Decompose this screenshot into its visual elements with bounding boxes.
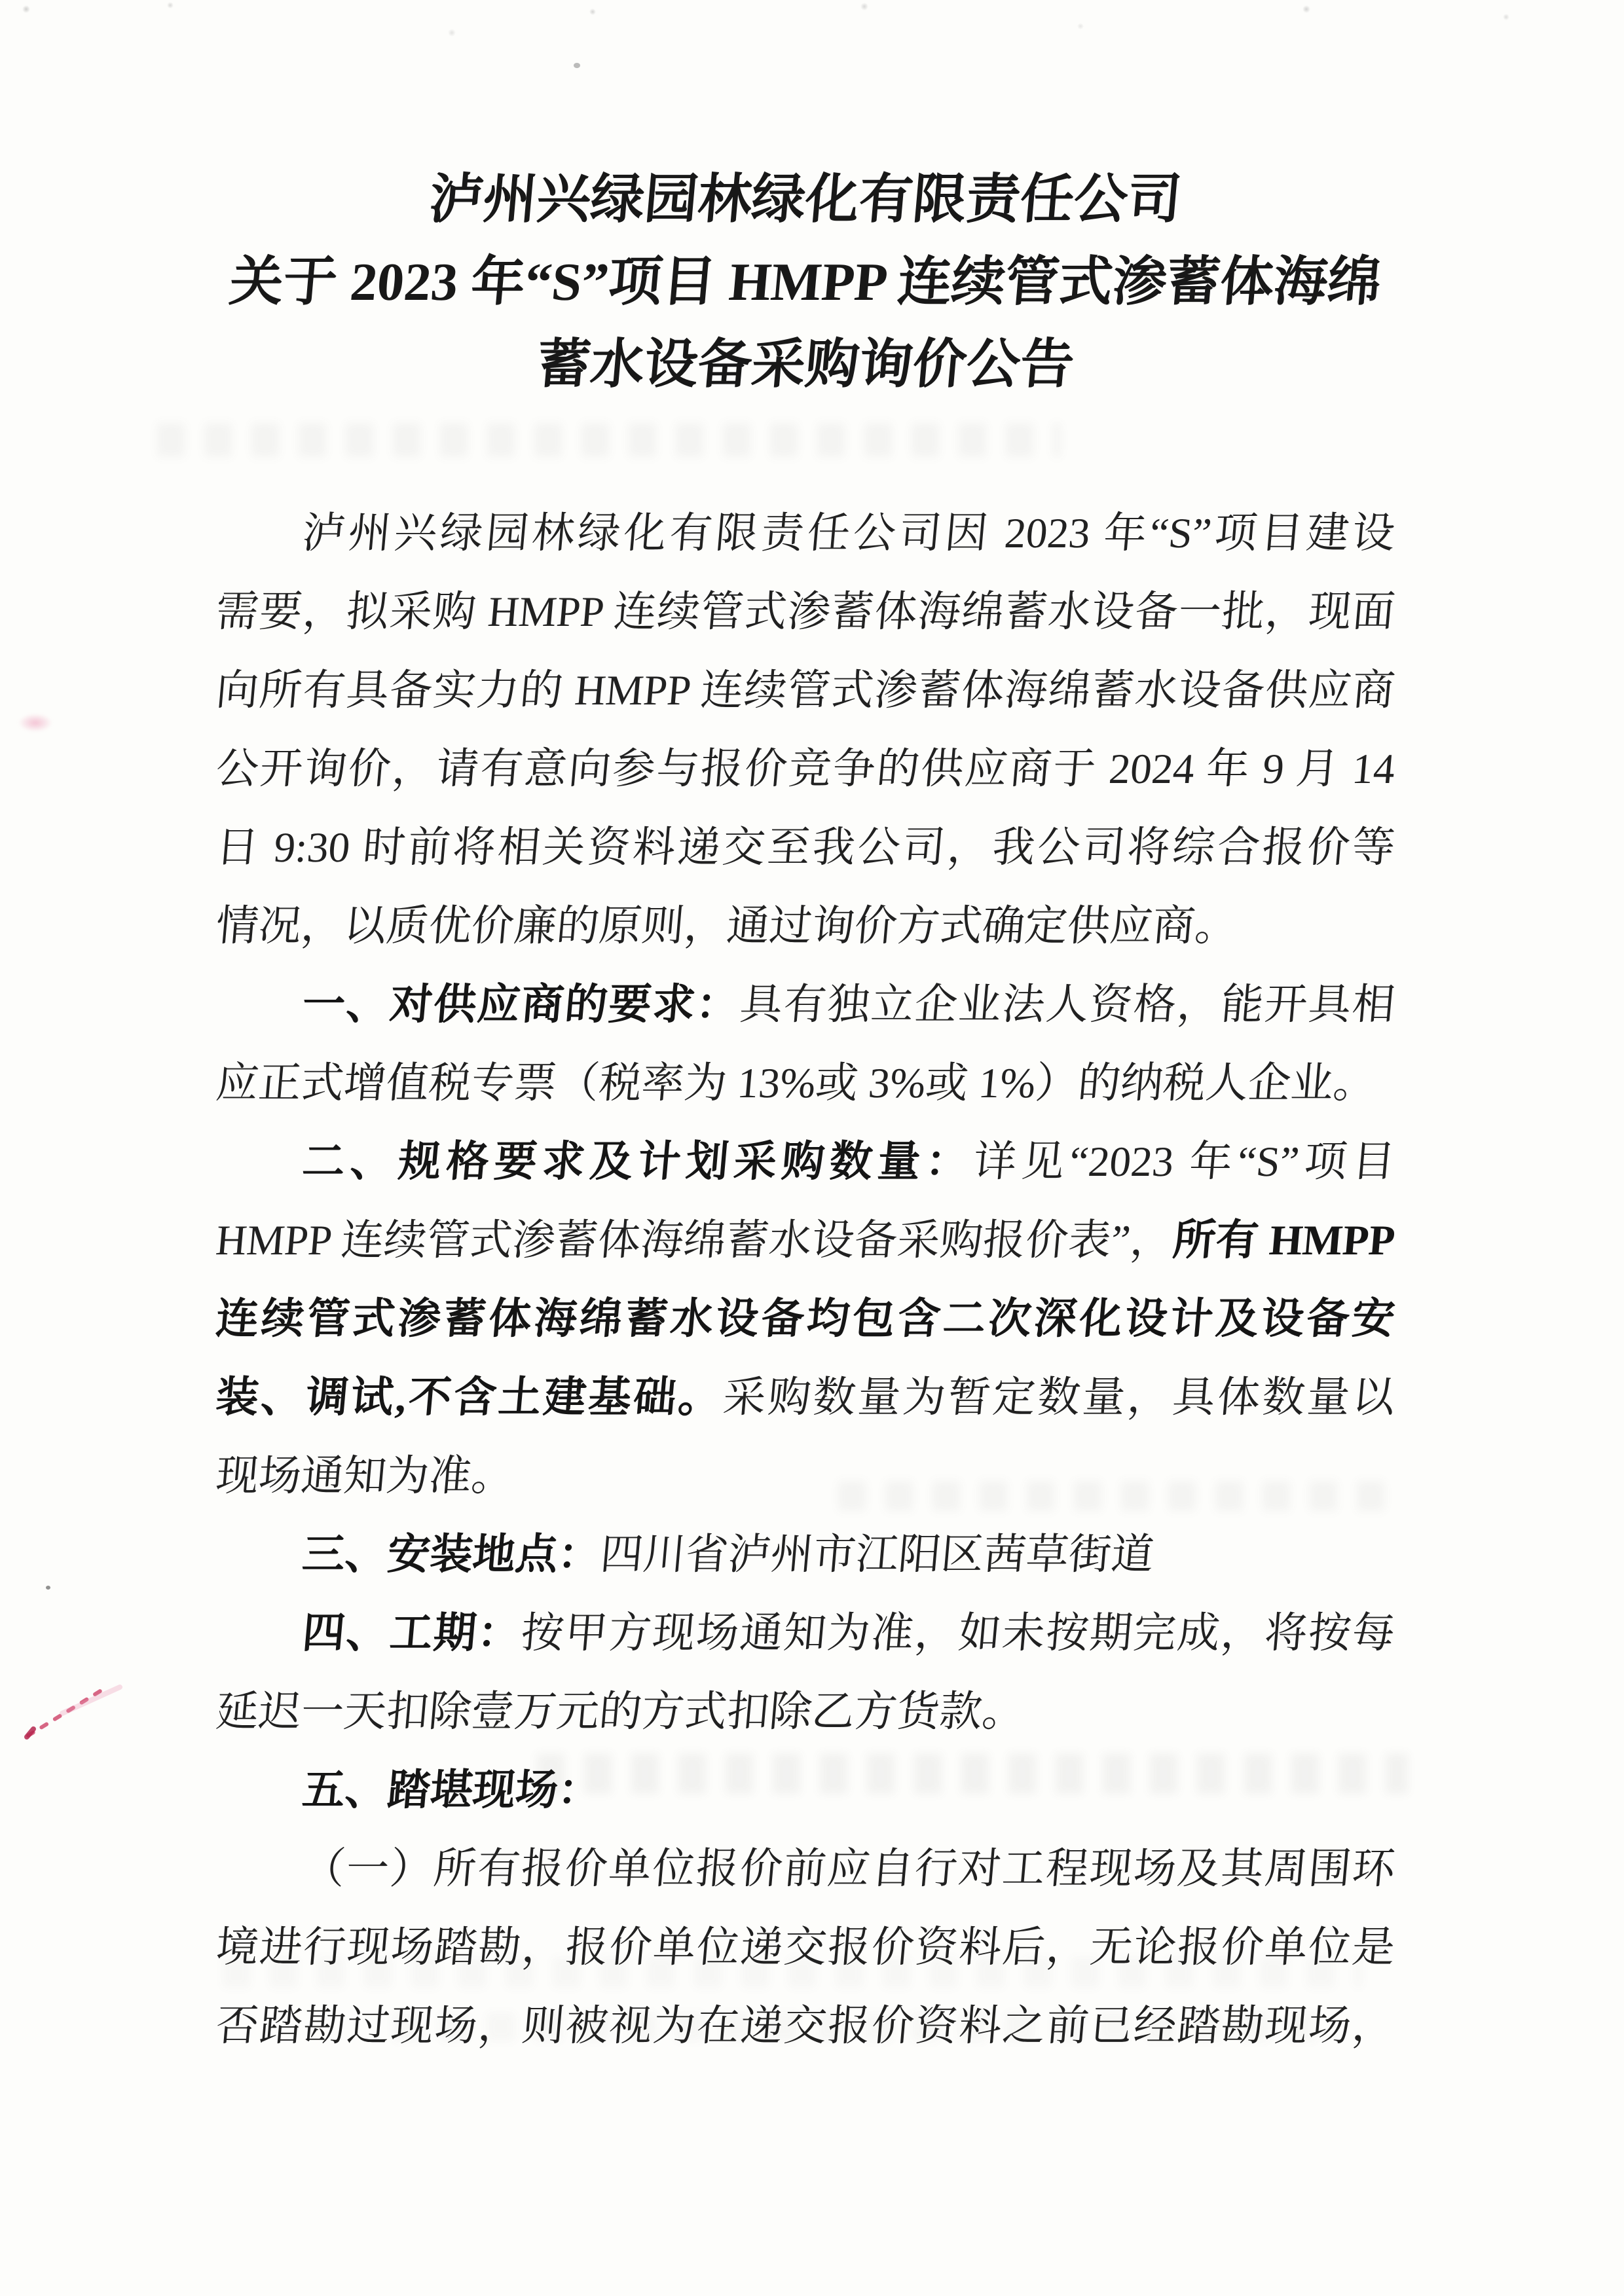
text-run: （一）所有报价单位报价前应自行对工程现场及其周围环	[300, 1846, 1397, 1893]
document-body	[213, 494, 1397, 2066]
text-run: 具有独立企业法人资格，能开具相	[737, 981, 1397, 1029]
text-run: 延迟一天扣除壹万元的方式扣除乙方货款。	[213, 1688, 1027, 1736]
section-1-line	[213, 966, 1398, 1044]
text-run: 情况，以质优价廉的原则，通过询价方式确定供应商。	[213, 903, 1240, 950]
paragraph-line	[213, 1908, 1398, 1987]
section-heading: 一、对供应商的要求：	[300, 981, 743, 1029]
paragraph-line	[213, 887, 1398, 966]
document-title	[216, 158, 1395, 406]
paragraph-line	[213, 573, 1398, 651]
section-3-line	[213, 1516, 1398, 1594]
section-4-line	[213, 1594, 1398, 1673]
text-run: 按甲方现场通知为准，如未按期完成，将按每	[519, 1610, 1397, 1657]
paragraph-line	[213, 1830, 1398, 1908]
text-run: 需要，拟采购 HMPP 连续管式渗蓄体海绵蓄水设备一批，现面	[213, 589, 1397, 636]
paragraph-line	[213, 1044, 1398, 1123]
paragraph-line	[213, 809, 1398, 887]
paragraph-line	[213, 1358, 1398, 1437]
section-2-line	[213, 1123, 1398, 1201]
ink-speck	[46, 1586, 50, 1590]
paragraph-line	[213, 1280, 1398, 1358]
emphasis-run: 装、调试,不含土建基础。	[213, 1374, 726, 1421]
text-run: 公开询价，请有意向参与报价竞争的供应商于 2024 年 9 月 14	[213, 746, 1397, 793]
text-run: 日 9:30 时前将相关资料递交至我公司，我公司将综合报价等	[213, 824, 1397, 871]
title-line: 蓄水设备采购询价公告	[534, 335, 1077, 394]
paragraph-line	[213, 1437, 1398, 1516]
section-heading: 五、踏堪现场：	[300, 1767, 603, 1814]
paragraph-line	[213, 730, 1398, 809]
ink-speck	[574, 63, 580, 68]
paragraph-line	[213, 651, 1398, 730]
section-heading: 四、工期：	[300, 1610, 524, 1657]
section-5-line	[213, 1751, 1398, 1830]
section-heading: 二、规格要求及计划采购数量：	[300, 1139, 976, 1186]
pink-smudge	[18, 714, 52, 732]
text-run: 现场通知为准。	[213, 1453, 517, 1500]
document-content	[213, 158, 1397, 2066]
text-run: 境进行现场踏勘，报价单位递交报价资料后，无论报价单位是	[213, 1924, 1397, 1971]
text-run: 采购数量为暂定数量，具体数量以	[721, 1374, 1397, 1421]
text-run: 详见“2023 年“S”项目	[971, 1139, 1397, 1186]
emphasis-run: 连续管式渗蓄体海绵蓄水设备均包含二次深化设计及设备安	[213, 1296, 1397, 1343]
text-run: HMPP 连续管式渗蓄体海绵蓄水设备采购报价表”，	[213, 1217, 1175, 1264]
title-line: 泸州兴绿园林绿化有限责任公司	[427, 170, 1185, 229]
title-line: 关于 2023 年“S”项目 HMPP 连续管式渗蓄体海绵	[227, 252, 1384, 312]
text-run: 泸州兴绿园林绿化有限责任公司因 2023 年“S”项目建设	[300, 510, 1397, 557]
text-run: 向所有具备实力的 HMPP 连续管式渗蓄体海绵蓄水设备供应商	[213, 667, 1397, 714]
red-pen-scribble	[23, 1673, 128, 1745]
emphasis-run: 所有 HMPP	[1171, 1217, 1397, 1264]
paragraph-line	[213, 1201, 1398, 1280]
text-run: 否踏勘过现场，则被视为在递交报价资料之前已经踏勘现场，	[213, 2003, 1397, 2050]
paragraph-line	[213, 1673, 1398, 1751]
text-run: 应正式增值税专票（税率为 13%或 3%或 1%）的纳税人企业。	[213, 1060, 1378, 1107]
scan-noise-band	[0, 0, 1624, 46]
paragraph-line	[213, 1987, 1398, 2066]
section-heading: 三、安装地点：	[300, 1531, 603, 1578]
text-run: 四川省泸州市江阳区茜草街道	[598, 1531, 1156, 1578]
paragraph-line	[213, 494, 1398, 573]
